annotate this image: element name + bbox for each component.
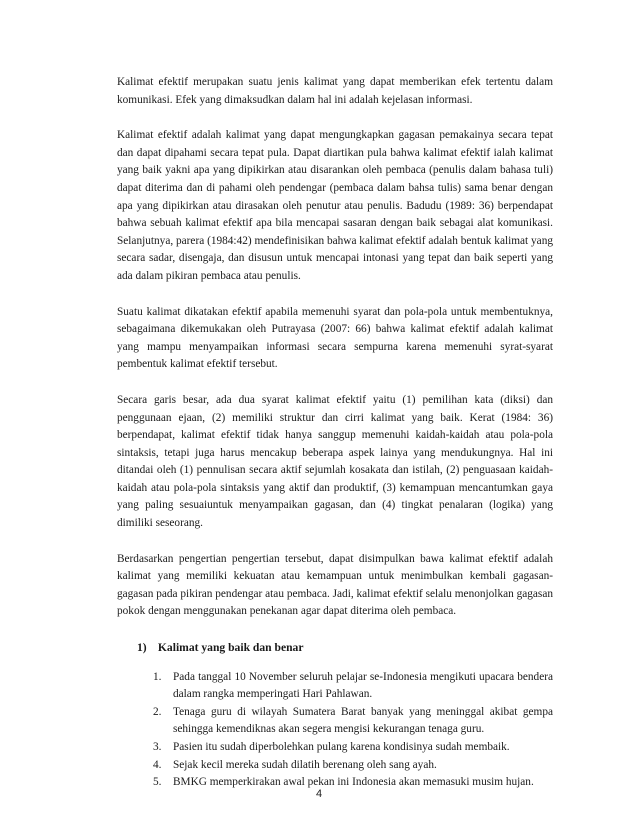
list-item: [153, 757, 553, 775]
list-item: [153, 704, 553, 739]
list-item-number: 4.: [153, 758, 162, 771]
list-item-text: BMKG memperkirakan awal pekan ini Indonesia akan memasuki musim hujan.: [173, 776, 534, 789]
page-content: [117, 74, 553, 792]
list-item-text: Sejak kecil mereka sudah dilatih berenang oleh sang ayah.: [173, 758, 437, 771]
paragraph-5: Berdasarkan pengertian pengertian tersebut, dapat disimpulkan bawa kalimat efektif adalah kalimat yang memiliki kekuatan atau kemampuan untuk menimbulkan kembali gagasan-gagasan pada pikiran pendengar atau pembaca. Jadi, kalimat efektif selalu menonjolkan gagasan pokok dengan menggunakan penekanan agar dapat diterima oleh pembaca.: [117, 552, 553, 618]
list-item-text: Tenaga guru di wilayah Sumatera Barat banyak yang meninggal akibat gempa sehingga kemendiknas akan segera mengisi kekurangan tenaga guru.: [173, 705, 553, 736]
page-number: 4: [315, 788, 323, 800]
list-item-text: Pasien itu sudah diperbolehkan pulang karena kondisinya sudah membaik.: [173, 741, 510, 753]
list-item-number: 1.: [153, 670, 162, 683]
list-item-number: 2.: [153, 705, 162, 718]
list-item-text: Pada tanggal 10 November seluruh pelajar se-Indonesia mengikuti upacara bendera dalam rangka memperingati Hari Pahlawan.: [173, 670, 553, 701]
paragraph-3: Suatu kalimat dikatakan efektif apabila memenuhi syarat dan pola-pola untuk membentuknya, sebagaimana dikemukakan oleh Putrayasa (2007: 66) bahwa kalimat efektif adalah kalimat yang mampu menyampaikan informasi secara sempurna karena memenuhi syrat-syarat pembentuk kalimat efektif tersebut.: [117, 305, 553, 371]
section-number: 1): [137, 641, 147, 655]
paragraph-2: Kalimat efektif adalah kalimat yang dapat mengungkapkan gagasan pemakainya secara tepat dan dapat dipahami secara tepat pula. Dapat diartikan pula bahwa kalimat efektif ialah kalimat yang baik yakni apa yang dipikirkan atau disarankan oleh pembaca (penulis dalam bahasa tuli) dapat diterima dan di pahami oleh pendengar (pembaca dalam bahsa tulis) sama benar dengan apa yang dipikirkan atau dirasakan oleh penutur atau penulis. Badudu (1989: 36) berpendapat bahwa sebuah kalimat efektif apa bila mencapai sasaran dengan baik sebagai alat komunikasi. Selanjutnya, parera (1984:42) mendefinisikan bahwa kalimat efektif adalah bentuk kalimat yang secara sadar, disengaja, dan disusun untuk mencapai intonasi yang tepat dan baik seperti yang ada dalam pikiran pembaca atau penulis.: [117, 129, 553, 282]
paragraph-4: Secara garis besar, ada dua syarat kalimat efektif yaitu (1) pemilihan kata (diksi) dan penggunaan ejaan, (2) memiliki struktur dan cirri kalimat yang baik. Kerat (1984: 36) berpendapat, kalimat efektif tidak hanya sanggup memenuhi kaidah-kaidah atau pola-pola sintaksis, tetapi juga harus mencakup beberapa aspek lainya yang mendukungnya. Hal ini ditandai oleh (1) pennulisan secara aktif sejumlah kosakata dan istilah, (2) penguasaan kaidah-kaidah atau pola-pola sintaksis yang aktif dan produktif, (3) kemampuan mencantumkan gaya yang paling sesuaiuntuk menyampaikan gagasan, dan (4) tingkat penalaran (logika) yang dimiliki seseorang.: [117, 393, 553, 530]
paragraph-1: Kalimat efektif merupakan suatu jenis kalimat yang dapat memberikan efek tertentu dalam komunikasi. Efek yang dimaksudkan dalam hal ini adalah kejelasan informasi.: [117, 76, 553, 106]
example-list: [117, 669, 553, 792]
section-title: Kalimat yang baik dan benar: [157, 641, 304, 655]
section-heading: [137, 639, 553, 657]
list-item-number: 5.: [153, 776, 162, 789]
list-item: [153, 739, 553, 757]
list-item: [153, 669, 553, 704]
list-item-number: 3.: [153, 741, 162, 753]
